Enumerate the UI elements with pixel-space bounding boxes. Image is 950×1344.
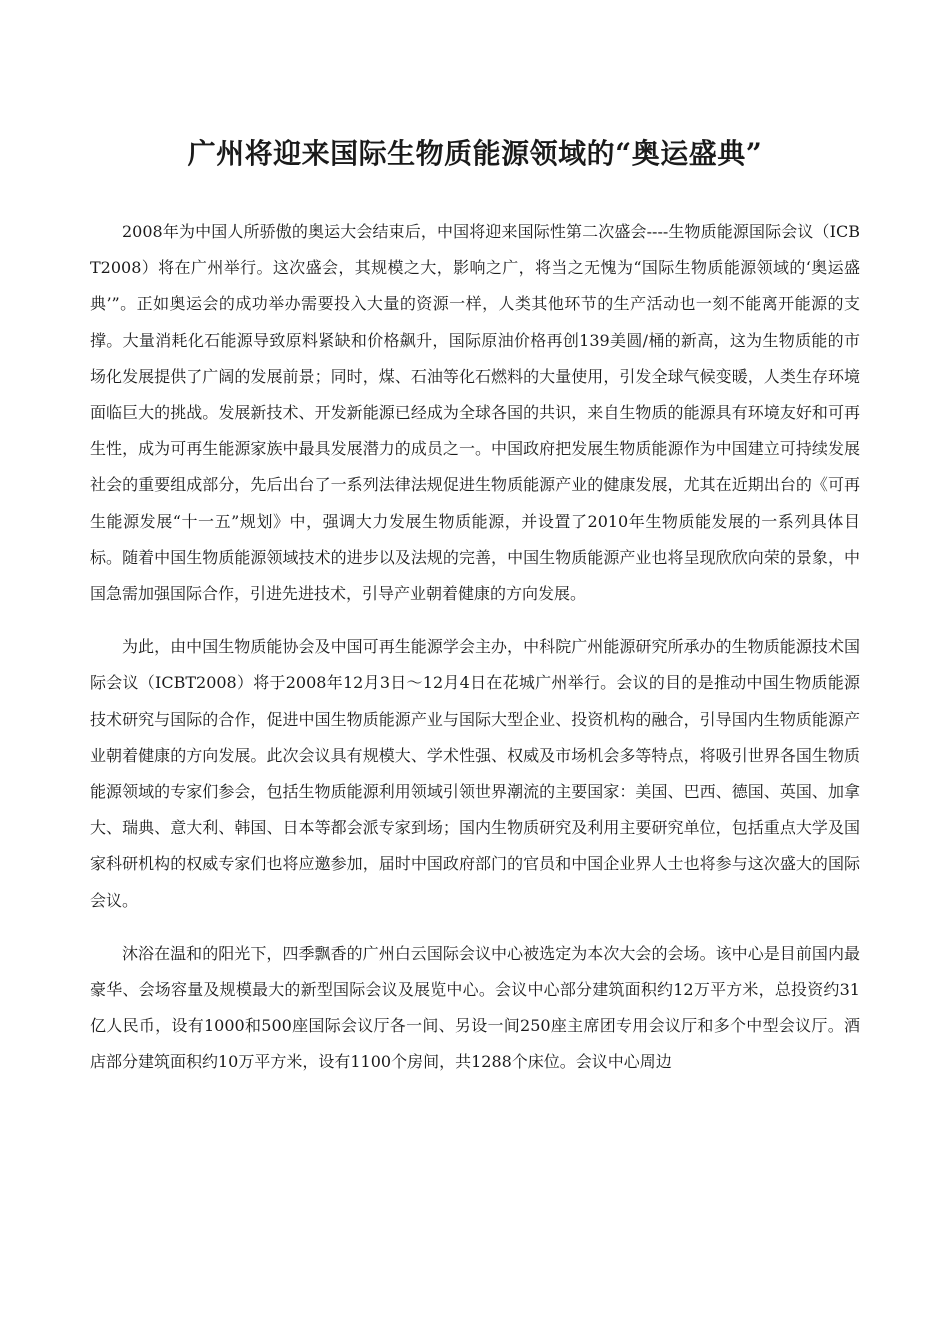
document-body: [90, 214, 860, 1098]
paragraph-1: 2008年为中国人所骄傲的奥运大会结束后，中国将迎来国际性第二次盛会----生物质能源国际会议（ICBT2008）将在广州举行。这次盛会，其规模之大，影响之广，将当之无愧为“国际生物质能源领域的‘奥运盛典’”。正如奥运会的成功举办需要投入大量的资源一样，人类其他环节的生产活动也一刻不能离开能源的支撑。大量消耗化石能源导致原料紧缺和价格飙升，国际原油价格再创139美圆/桶的新高，这为生物质能的市场化发展提供了广阔的发展前景；同时，煤、石油等化石燃料的大量使用，引发全球气候变暖，人类生存环境面临巨大的挑战。发展新技术、开发新能源已经成为全球各国的共识，来自生物质的能源具有环境友好和可再生性，成为可再生能源家族中最具发展潜力的成员之一。中国政府把发展生物质能源作为中国建立可持续发展社会的重要组成部分，先后出台了一系列法律法规促进生物质能源产业的健康发展，尤其在近期出台的《可再生能源发展“十一五”规划》中，强调大力发展生物质能源，并设置了2010年生物质能发展的一系列具体目标。随着中国生物质能源领域技术的进步以及法规的完善，中国生物质能源产业也将呈现欣欣向荣的景象，中国急需加强国际合作，引进先进技术，引导产业朝着健康的方向发展。: [90, 222, 860, 604]
document-title: 广州将迎来国际生物质能源领域的“奥运盛典”: [187, 137, 763, 170]
paragraph-2: 为此，由中国生物质能协会及中国可再生能源学会主办，中科院广州能源研究所承办的生物质能源技术国际会议（ICBT2008）将于2008年12月3日～12月4日在花城广州举行。会议的目的是推动中国生物质能源技术研究与国际的合作，促进中国生物质能源产业与国际大型企业、投资机构的融合，引导国内生物质能源产业朝着健康的方向发展。此次会议具有规模大、学术性强、权威及市场机会多等特点，将吸引世界各国生物质能源领域的专家们参会，包括生物质能源利用领域引领世界潮流的主要国家：美国、巴西、德国、英国、加拿大、瑞典、意大利、韩国、日本等都会派专家到场；国内生物质研究及利用主要研究单位，包括重点大学及国家科研机构的权威专家们也将应邀参加，届时中国政府部门的官员和中国企业界人士也将参与这次盛大的国际会议。: [90, 637, 860, 910]
paragraph-3: 沐浴在温和的阳光下，四季飘香的广州白云国际会议中心被选定为本次大会的会场。该中心是目前国内最豪华、会场容量及规模最大的新型国际会议及展览中心。会议中心部分建筑面积约12万平方米，总投资约31亿人民币，设有1000和500座国际会议厅各一间、另设一间250座主席团专用会议厅和多个中型会议厅。酒店部分建筑面积约10万平方米，设有1100个房间，共1288个床位。会议中心周边: [90, 943, 860, 1072]
